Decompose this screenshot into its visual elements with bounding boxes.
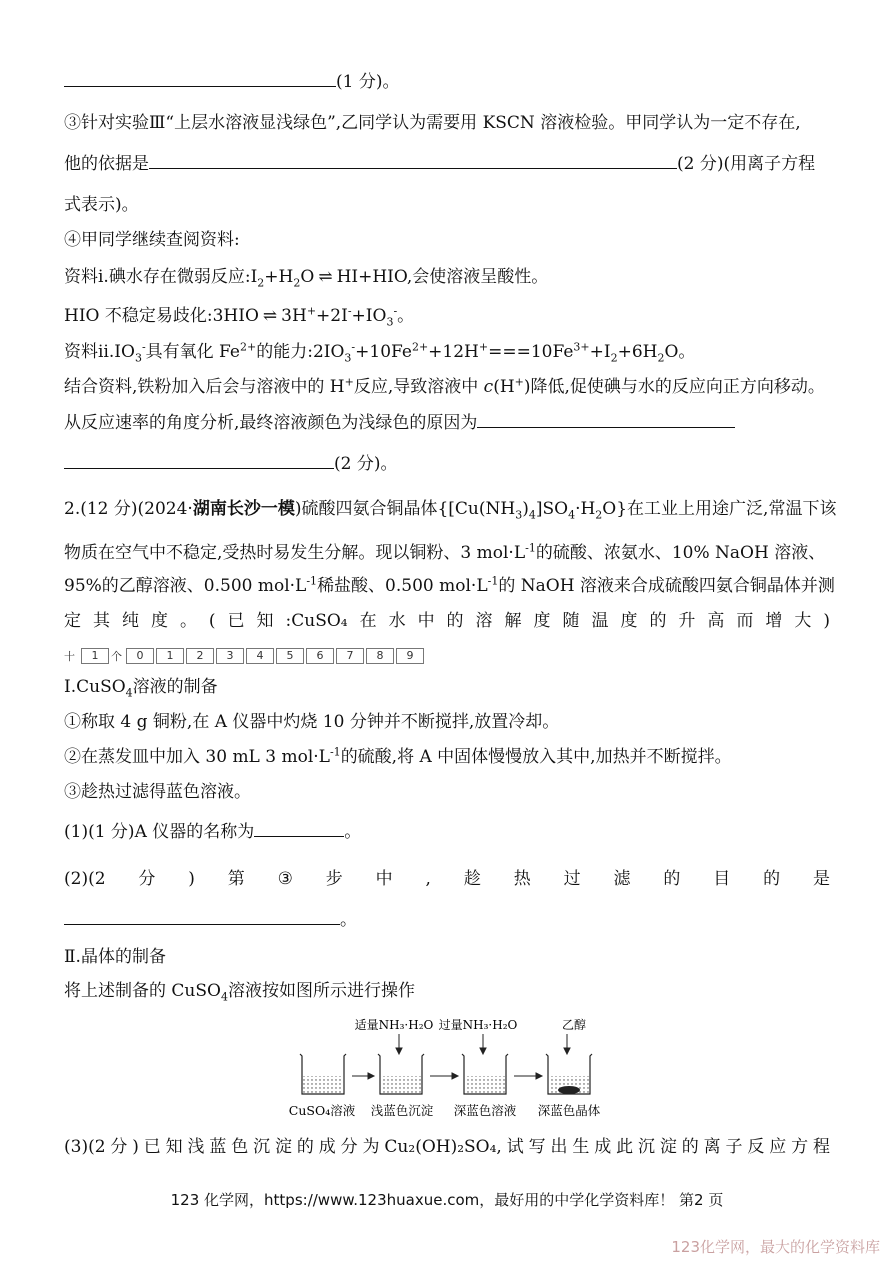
word: 目 (713, 869, 731, 889)
word: (2)(2 (64, 869, 106, 889)
answer-blank[interactable] (64, 908, 340, 925)
question-1: (1)(1 分)A 仪器的名称为 。 (64, 822, 362, 842)
word: 增 (765, 611, 783, 631)
word: 浅 (187, 1137, 205, 1157)
beaker-2 (378, 1054, 424, 1094)
word: 成 (594, 1137, 612, 1157)
beaker-label-4: 深蓝色晶体 (537, 1103, 601, 1118)
word: 色 (231, 1137, 249, 1157)
word: ( (208, 611, 216, 631)
paragraph-line: 式表示)。 (64, 195, 139, 215)
word: 的 (663, 869, 681, 889)
word: 的 (649, 611, 667, 631)
word: 反 (747, 1137, 765, 1157)
ruler-cell: 2 (186, 648, 214, 664)
word: ) (823, 611, 830, 631)
step-2: ②在蒸发皿中加入 30 mL 3 $mol\cdot L^{-1}$的硫酸,将 A 中固体慢慢放入其中,加热并不断搅拌。 (64, 745, 732, 767)
beaker-label-1: CuSO₄溶液 (288, 1103, 356, 1118)
word: 热 (513, 869, 531, 889)
section-2-desc: 将上述制备的 CuSO$_4$溶液按如图所示进行操作 (64, 981, 415, 1004)
word: 度 (150, 611, 168, 631)
answer-blank[interactable] (149, 152, 677, 169)
ruler-cell: 1 (156, 648, 184, 664)
word: 步 (325, 869, 343, 889)
paragraph-line: 他的依据是 (2 分)(用离子方程 (64, 154, 816, 174)
question-2-header: 2.(12 分)(2024·湖南长沙一模)硫酸四氨合铜晶体$\{[Cu(NH_3)_4]SO_4\cdot H_2O\}$在工业上用途广泛,常温下该 (64, 499, 837, 522)
word: 度 (533, 611, 551, 631)
word: 成 (318, 1137, 336, 1157)
ruler-cell: 5 (276, 648, 304, 664)
word: 滤 (613, 869, 631, 889)
paragraph-line: 结合资料,铁粉加入后会与溶液中的 H+反应,导致溶液中 c(H+)降低,促使碘与水的反应向正方向移动。 (64, 375, 825, 397)
word: 趁 (463, 869, 481, 889)
word: 淀 (659, 1137, 677, 1157)
ruler-strip: 十 1 个 0 1 2 3 4 5 6 7 8 9 (64, 648, 424, 664)
word: ) (132, 1137, 139, 1157)
beaker-3 (462, 1054, 508, 1094)
answer-blank[interactable] (64, 70, 336, 87)
word: 淀 (275, 1137, 293, 1157)
answer-blank[interactable] (64, 452, 334, 469)
word: 中 (417, 611, 435, 631)
word: 方 (791, 1137, 809, 1157)
word: Cu₂(OH)₂SO₄, (384, 1137, 502, 1157)
beaker-4 (546, 1054, 592, 1094)
beaker-1 (300, 1054, 346, 1094)
word: 而 (736, 611, 754, 631)
word: 溶 (475, 611, 493, 631)
answer-blank[interactable] (477, 411, 735, 428)
word: 解 (504, 611, 522, 631)
word: 的 (446, 611, 464, 631)
word: 第 (227, 869, 245, 889)
word: 是 (812, 869, 830, 889)
word: 知 (256, 611, 274, 631)
word: 随 (562, 611, 580, 631)
word: , (425, 869, 431, 889)
word: 度 (620, 611, 638, 631)
word: 纯 (121, 611, 139, 631)
word: 中 (375, 869, 393, 889)
answer-line-2: (2 分)。 (64, 452, 397, 475)
answer-blank[interactable] (254, 820, 344, 837)
word: 子 (725, 1137, 743, 1157)
equilibrium-arrow: ⇌ (318, 267, 333, 287)
paragraph-line: ④甲同学继续查阅资料: (64, 230, 240, 250)
word: 水 (388, 611, 406, 631)
word: 。 (179, 611, 197, 631)
word: 生 (572, 1137, 590, 1157)
step-3: ③趁热过滤得蓝色溶液。 (64, 782, 251, 802)
word: 沉 (637, 1137, 655, 1157)
beaker-label-3: 深蓝色溶液 (453, 1103, 517, 1118)
word: 已 (143, 1137, 161, 1157)
word: 为 (362, 1137, 380, 1157)
word: 在 (359, 611, 377, 631)
word: 沉 (253, 1137, 271, 1157)
word: 高 (707, 611, 725, 631)
equilibrium-arrow: ⇌ (262, 306, 278, 326)
beaker-label-2: 浅蓝色沉淀 (370, 1103, 434, 1118)
word: 试 (506, 1137, 524, 1157)
paragraph-line: ③针对实验Ⅲ“上层水溶液显浅绿色”,乙同学认为需要用 KSCN 溶液检验。甲同学认为一定不存在, (64, 113, 801, 133)
word: 已 (227, 611, 245, 631)
word: ③ (277, 869, 293, 889)
answer-line-3: 。 (64, 908, 357, 931)
word: 蓝 (209, 1137, 227, 1157)
ruler-cell: 7 (336, 648, 364, 664)
ruler-cell: 0 (126, 648, 154, 664)
word: 升 (678, 611, 696, 631)
word: 应 (769, 1137, 787, 1157)
paragraph-line: 从反应速率的角度分析,最终溶液颜色为浅绿色的原因为 (64, 411, 735, 434)
reagent-label-2: 过量NH₃·H₂O (438, 1018, 518, 1032)
word: 的 (681, 1137, 699, 1157)
word: :CuSO₄ (285, 611, 348, 631)
reference-2: 资料$ⅱ.IO_3^-$具有氧化 $Fe^{2+}$的能力$:2IO_3^-+10Fe^{2+}+12H^+===10Fe^{3+}+I_2+6H_2O$。 (64, 340, 696, 365)
word: 知 (165, 1137, 183, 1157)
word: 的 (296, 1137, 314, 1157)
justified-line (64, 610, 830, 632)
question-2-line (64, 868, 830, 890)
word: 出 (550, 1137, 568, 1157)
reagent-label-1: 适量NH₃·H₂O (354, 1018, 434, 1032)
section-2-title: Ⅱ.晶体的制备 (64, 947, 166, 967)
reagent-label-3: 乙醇 (561, 1018, 587, 1032)
step-1: ①称取 4 g 铜粉,在 A 仪器中灼烧 10 分钟并不断搅拌,放置冷却。 (64, 712, 560, 732)
question-3-line (64, 1136, 830, 1158)
word: 分 (138, 869, 156, 889)
word: 离 (703, 1137, 721, 1157)
process-diagram (282, 1010, 612, 1122)
word: 分 (340, 1137, 358, 1157)
word: 程 (812, 1137, 830, 1157)
page-footer: 123 化学网，https://www.123huaxue.com，最好用的中学化学资料库！ 第2 页 (170, 1191, 724, 1209)
answer-line-1 (64, 70, 399, 93)
section-1-title: Ⅰ.CuSO$_4$溶液的制备 (64, 677, 218, 700)
ruler-cell: 8 (366, 648, 394, 664)
word: 此 (616, 1137, 634, 1157)
ruler-cell: 9 (396, 648, 424, 664)
reference-1: 资料ⅰ.碘水存在微弱反应$:I_2+H_2O$ ⇌ HI+HIO,会使溶液呈酸性。 (64, 267, 549, 290)
word: 大 (794, 611, 812, 631)
ruler-cell: 3 (216, 648, 244, 664)
word: 的 (763, 869, 781, 889)
ruler-cell: 6 (306, 648, 334, 664)
word: 写 (528, 1137, 546, 1157)
paragraph-line: 95%的乙醇溶液、0.500 $mol\cdot L^{-1}$稀盐酸、0.500 $mol\cdot L^{-1}$的 NaOH 溶液来合成硫酸四氨合铜晶体并测 (64, 574, 835, 596)
word: 温 (591, 611, 609, 631)
word: 定 (64, 611, 81, 631)
ruler-cell: 4 (246, 648, 274, 664)
score-text: (1 分)。 (336, 72, 400, 92)
word: 分 (110, 1137, 128, 1157)
paragraph-line: 物质在空气中不稳定,受热时易发生分解。现以铜粉、3 $mol\cdot L^{-1}$的硫酸、浓氨水、10% NaOH 溶液、 (64, 541, 826, 563)
watermark: 123化学网，最大的化学资料库 (671, 1238, 880, 1256)
word: (3)(2 (64, 1137, 106, 1157)
word: 过 (563, 869, 581, 889)
word: ) (188, 869, 195, 889)
word: 其 (92, 611, 110, 631)
reference-hio: HIO 不稳定易歧化:3HIO ⇌ $3H^++2I^-+IO_3^-$。 (64, 304, 415, 329)
